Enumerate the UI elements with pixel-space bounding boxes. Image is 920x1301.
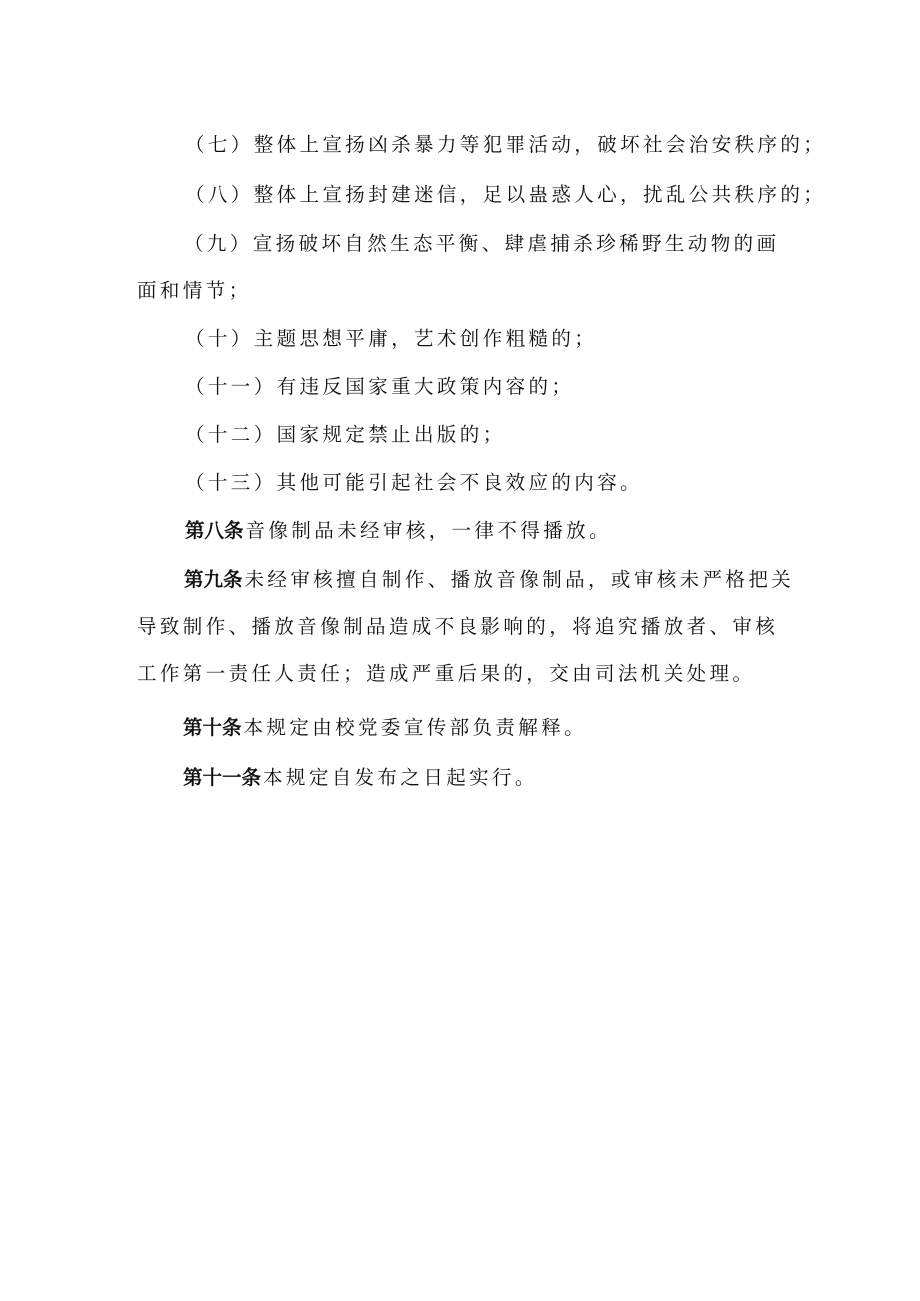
article-8 [185,516,855,546]
item-11: （十一）有违反国家重大政策内容的； [185,375,575,398]
article-9-text: 未经审核擅自制作、播放音像制品，或审核未严格把关导致制作、播放音像制品造成不良影响的，将追究播放者、审核工作第一责任人责任；造成严重后果的，交由司法机关处理。 [137,568,795,685]
item-10: （十）主题思想平庸，艺术创作粗糙的； [185,327,598,350]
article-10-number: 第十条 [183,716,242,739]
article-9-number: 第九条 [184,568,243,591]
item-7: （七）整体上宣扬凶杀暴力等犯罪活动，破坏社会治安秩序的； [185,133,827,156]
item-13: （十三）其他可能引起社会不良效应的内容。 [185,471,644,494]
article-10 [183,713,853,743]
article-10-text: 本规定由校党委宣传部负责解释。 [243,716,588,739]
article-8-text: 音像制品未经审核，一律不得播放。 [245,519,612,542]
item-12: （十二）国家规定禁止出版的； [185,423,506,446]
article-8-number: 第八条 [185,519,244,542]
article-11 [183,763,853,793]
item-8: （八）整体上宣扬封建迷信，足以蛊惑人心，扰乱公共秩序的； [185,183,827,206]
article-9 [137,556,797,697]
article-11-number: 第十一条 [183,766,262,789]
article-11-text: 本规定自发布之日起实行。 [263,766,538,789]
item-9: （九）宣扬破坏自然生态平衡、肆虐捕杀珍稀野生动物的画面和情节； [137,232,780,302]
